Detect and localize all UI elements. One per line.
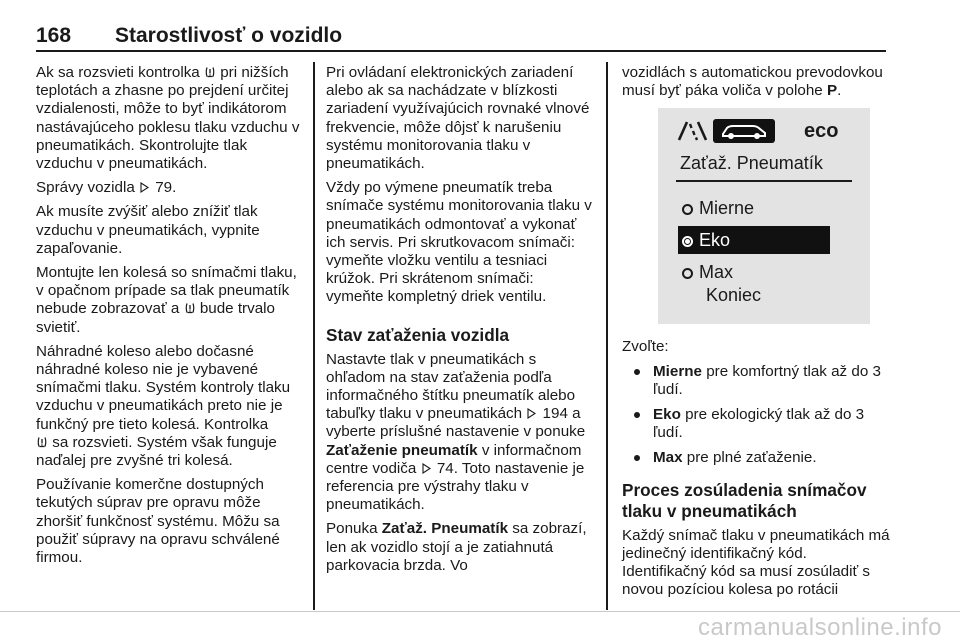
display-top-bar (676, 118, 852, 144)
tire-pressure-warning-icon (205, 66, 215, 78)
menu-name: Zaťaženie pneumatík (326, 441, 478, 459)
eco-label: eco (804, 120, 839, 143)
column-divider-1 (313, 62, 315, 610)
page-reference[interactable]: 74. (436, 459, 458, 477)
display-option-koniec[interactable]: Koniec (706, 285, 762, 306)
car-icon-box (713, 119, 775, 143)
paragraph: Zvoľte: (622, 338, 669, 356)
column-divider-2 (606, 62, 608, 610)
list-item: Mierne pre komfortný tlak až do 3 ľudí. (622, 363, 894, 399)
paragraph: Používanie komerčne dostupných tekutých súprav pre opravu môže zhoršiť funkčnosť systému. Môžu sa použiť súpravy na opravu schválené firmou. (36, 476, 280, 567)
tire-pressure-warning-icon (185, 302, 195, 314)
page-reference[interactable]: 194 (542, 405, 568, 423)
section-heading: Stav zaťaženia vozidla (326, 324, 510, 345)
paragraph: vozidlách s automatickou prevodovkou musí byť páka voliča v polohe P. (622, 64, 883, 100)
footer-rule (0, 611, 960, 612)
paragraph: Pri ovládaní elektronických zariadení alebo ak sa nachádzate v blízkosti zariadení využívajúcich rovnaké vlnové frekvencie, môže dôjsť k narušeniu systému monitorovania tlaku v pneumatikách. (326, 64, 590, 173)
display-menu-title: Zaťaž. Pneumatík (680, 153, 823, 174)
gear-position: P (826, 82, 838, 100)
display-option-eko[interactable]: Eko (678, 226, 830, 254)
page-reference-arrow-icon (422, 463, 431, 474)
list-item: Eko pre ekologický tlak až do 3 ľudí. (622, 406, 894, 442)
radio-icon (682, 268, 693, 279)
list-item: Max pre plné zaťaženie. (622, 449, 894, 467)
chapter-title: Starostlivosť o vozidlo (115, 24, 343, 47)
paragraph: Každý snímač tlaku v pneumatikách má jedinečný identifikačný kód. Identifikačný kód sa musí zosúladiť s novou pozíciou kolesa po rotácii (622, 526, 890, 599)
page-header (36, 24, 886, 52)
tire-pressure-warning-icon (37, 436, 47, 448)
menu-name: Zaťaž. Pneumatík (381, 520, 509, 538)
column-3 (622, 64, 894, 605)
column-1 (36, 64, 302, 573)
paragraph: Nastavte tlak v pneumatikách s ohľadom na stav zaťaženia podľa informačného štítku pneumatík alebo tabuľky tlaku v pneumatikách 194 a vyberte príslušné nastavenie v ponuke Zaťaženie pneumatík v informačnom centre vodiča 74. Toto nastavenie je referencia pre výstrahy tlaku v pneumatikách. (326, 350, 586, 514)
paragraph: Montujte len kolesá so snímačmi tlaku, v opačnom prípade sa tlak pneumatík nebude zobrazovať a bude trvalo svietiť. (36, 264, 297, 336)
paragraph: Ak musíte zvýšiť alebo znížiť tlak vzduchu v pneumatikách, vypnite zapaľovanie. (36, 203, 260, 257)
page-reference[interactable]: 79. (155, 179, 177, 197)
radio-selected-icon (682, 236, 693, 247)
header-rule (36, 50, 886, 52)
paragraph: Správy vozidla 79. (36, 179, 177, 197)
watermark: carmanualsonline.info (698, 614, 942, 641)
paragraph: Vždy po výmene pneumatík treba snímače systému monitorovania tlaku v pneumatikách odmontovať a vykonať ich servis. Pri skrutkovacom snímači: vymeňte vložku ventilu a tesniaci krúžok. Pri skrátenom snímači: vymeňte kompletný driek ventilu. (326, 179, 592, 306)
paragraph: Náhradné koleso alebo dočasné náhradné koleso nie je vybavené snímačmi tlaku. Systém kontroly tlaku vzduchu v pneumatikách preto nie je funkčný pre tieto kolesá. Kontrolka sa rozsvieti. Systém však funguje naďalej pre zvyšné tri kolesá. (36, 342, 291, 470)
section-heading: Proces zosúladenia snímačov tlaku v pneumatikách (622, 479, 867, 521)
display-option-max[interactable]: Max (678, 258, 830, 286)
radio-icon (682, 204, 693, 215)
display-option-mierne[interactable]: Mierne (678, 194, 830, 222)
tire-load-display-illustration (658, 108, 870, 324)
page-reference-arrow-icon (140, 182, 149, 193)
column-2 (326, 64, 592, 581)
display-title-rule (676, 180, 852, 182)
paragraph: Ponuka Zaťaž. Pneumatík sa zobrazí, len ak vozidlo stojí a je zatiahnutá parkovacia brzda. Vo (326, 520, 587, 574)
paragraph: Ak sa rozsvieti kontrolka pri nižších teplotách a zhasne po prejdení určitej vzdialenosti, môže to byť indikátorom nastávajúceho poklesu tlaku vzduchu v pneumatikách. Skontrolujte tlak vzduchu v pneumatikách. (36, 64, 300, 173)
page-reference-arrow-icon (527, 408, 536, 419)
option-list (622, 363, 894, 468)
road-icon (679, 122, 706, 140)
page-number: 168 (36, 24, 72, 47)
